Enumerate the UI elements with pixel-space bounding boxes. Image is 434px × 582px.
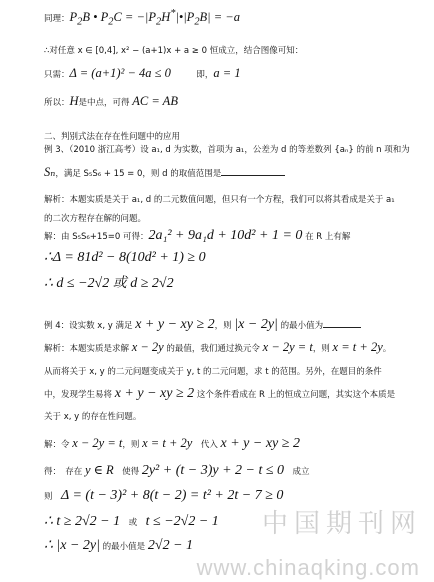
doc-line-2 [44,40,303,58]
text-run: 成立 [284,467,310,477]
doc-line-6 [44,139,410,157]
text-run: 得： 存在 [44,467,85,477]
watermark-url: www.chinaqking.com [196,555,420,580]
text-run: 中，发现学生易将 [44,390,115,400]
text-run: 的二次方程存在解的问题。 [44,214,147,224]
doc-line-14 [44,338,391,356]
text-run: 。 [382,344,392,354]
text-run: 解析：本题实质是求解 [44,344,132,354]
math-expression: 2y² + (t − 3)y + 2 − t ≤ 0 [141,463,285,478]
text-run: ，则 [312,344,333,354]
text-run: 例 3、（2010 浙江高考）设 a₁, d 为实数，首项为 a₁，公差为 d 的等差数列 {aₙ} 的前 n 项和为 [44,145,410,155]
math-expression: t ≤ −2√2 − 1 [145,514,219,529]
math-expression: ∴ d ≤ −2√2 或 d ≥ 2√2 [44,276,174,291]
answer-blank [323,319,361,328]
text-run: ，则 [122,440,143,450]
math-expression: 2√2 − 1 [147,538,194,553]
text-run: ，则 [214,321,235,331]
watermark-cn: 中国期刊网 [261,509,422,539]
math-expression: x + y − xy ≥ 2 [135,317,215,332]
doc-line-8 [44,189,395,207]
math-expression: ∴Δ = 81d² − 8(10d² + 1) ≥ 0 [44,250,206,265]
doc-line-12 [44,272,174,292]
math-expression: x = t + 2y [142,436,193,450]
text-run: 所以： [44,98,70,108]
math-expression: |x − 2y| [234,317,278,332]
doc-line-22 [44,536,193,554]
doc-line-21 [44,512,219,530]
text-run: 解：令 [44,440,73,450]
math-expression: $P_2B$ • $P_2C$ = $-|P_2H^*|•|P_2B| = -a$ [69,8,240,28]
math-expression: Δ = (t − 3)² + 8(t − 2) = t² + 2t − 7 ≥ 0 [61,488,284,503]
text-run: 代入 [192,440,221,450]
math-expression: AC = AB [132,94,178,108]
text-run: 在 R 上有解 [302,232,351,242]
math-expression: y ∈ R [84,463,114,477]
doc-line-3 [44,64,241,82]
text-run: 只需： [44,70,70,80]
text-run: 关于 x, y 的存在性问题。 [44,412,142,422]
math-expression: x − 2y = t [262,340,313,354]
math-expression: a = 1 [213,66,241,80]
text-run: 则 [44,492,62,502]
text-run: 二、判别式法在存在性问题中的应用 [44,132,181,142]
math-expression: ∴ t ≥ 2√2 − 1 [44,514,121,529]
answer-blank [221,167,285,176]
text-run: ∴对任意 x ∈ [0,4], x² − (a+1)x + a ≥ 0 恒成立，结合图像可知： [44,46,304,56]
text-run: 使得 [113,467,142,477]
math-expression: Sₙ [44,165,56,179]
doc-line-18 [44,434,300,452]
text-run: 的最小值为 [277,321,324,331]
doc-line-7 [44,163,285,181]
math-expression: x − 2y [131,340,164,354]
text-run: 例 4：设实数 x, y 满足 [44,321,136,331]
text-run: 即， [170,70,214,80]
math-expression: H [69,94,79,108]
doc-line-1 [44,8,240,28]
text-run: 解：由 S₅S₆+15=0 可得： [44,232,149,242]
text-run: 或 [120,518,146,528]
math-expression: x + y − xy ≥ 2 [220,436,300,451]
text-run: 这个条件看成在 R 上的恒成立问题，其实这个本质是 [194,390,396,400]
doc-line-20 [44,486,283,504]
doc-line-17 [44,406,141,424]
doc-line-15 [44,361,382,379]
text-run: 是中点，可得 [78,98,133,108]
doc-line-4 [44,92,178,110]
text-run: 的最小值是 [99,542,148,552]
doc-line-19 [44,461,310,479]
text-run: 的最值，我们通过换元令 [163,344,263,354]
doc-line-13 [44,315,361,333]
doc-line-16 [44,384,395,402]
math-expression: x − 2y = t [72,436,123,450]
math-expression: x + y − xy ≥ 2 [114,386,195,401]
doc-line-10 [44,226,350,244]
math-expression: ∴ |x − 2y| [44,538,100,553]
text-run: 从而将关于 x, y 的二元问题变成关于 y, t 的二元问题，求 t 的范围。另外，在题目的条件 [44,367,382,377]
text-run: 同理： [44,14,70,25]
math-expression: 2a₁² + 9a₁d + 10d² + 1 = 0 [148,228,303,243]
math-expression: Δ = (a+1)² − 4a ≤ 0 [69,66,171,80]
doc-line-11 [44,248,206,266]
math-expression: x = t + 2y [332,340,383,354]
text-run: 解析：本题实质是关于 a₁, d 的二元数值问题，但只有一个方程，我们可以将其看成是关于 a₁ [44,195,395,205]
doc-line-9 [44,208,146,226]
text-run: ，满足 S₅S₆ + 15 = 0，则 d 的取值范围是 [55,169,222,179]
